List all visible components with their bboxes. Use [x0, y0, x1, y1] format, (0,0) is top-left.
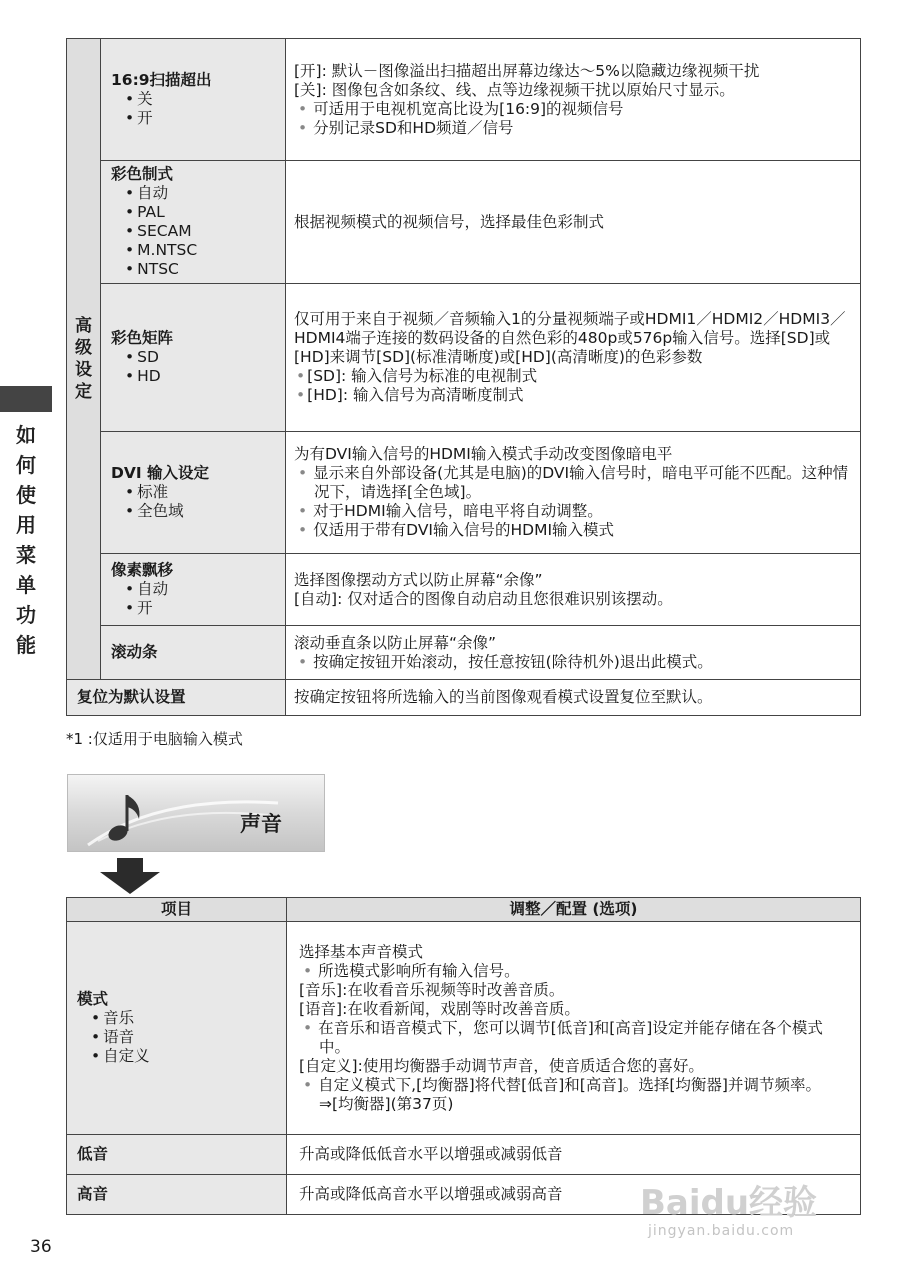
row-description: 升高或降低高音水平以增强或减弱高音 [287, 1175, 861, 1215]
sound-banner [67, 774, 325, 852]
row-name: DVI 输入设定 • 标准 • 全色域 [101, 432, 286, 554]
row-name: 彩色矩阵 • SD • HD [101, 284, 286, 432]
row-description: 为有DVI输入信号的HDMI输入模式手动改变图像暗电平 • 显示来自外部设备(尤其是电脑)的DVI输入信号时，暗电平可能不匹配。这种情况下，请选择[全色域]。 • 对于HDMI输入信号，暗电平将自动调整。 • 仅适用于带有DVI输入信号的HDMI输入模式 [286, 432, 861, 554]
sound-title: 声音 [240, 812, 282, 836]
page-number: 36 [30, 1237, 52, 1257]
reset-row-name: 复位为默认设置 [67, 680, 286, 716]
watermark: Baidu经验 jingyan.baidu.com [640, 1183, 818, 1239]
footnote: *1 :仅适用于电脑输入模式 [66, 730, 243, 748]
section-label: 如何使用菜单功能 [16, 423, 36, 657]
row-description: 选择图像摆动方式以防止屏幕“余像” [自动]: 仅对适合的图像自动启动且您很难识别该摆动。 [286, 554, 861, 626]
row-name: 16:9扫描超出 • 关 • 开 [101, 39, 286, 161]
row-description: [开]: 默认－图像溢出扫描超出屏幕边缘达～5%以隐藏边缘视频干扰 [关]: 图像包含如条纹、线、点等边缘视频干扰以原始尺寸显示。 • 可适用于电视机宽高比设为[16:9]的视频信号 • 分别记录SD和HD频道／信号 [286, 39, 861, 161]
advanced-settings-table [66, 38, 861, 716]
row-name: 模式 • 音乐 • 语音 • 自定义 [67, 922, 287, 1135]
arrow-down-icon [100, 858, 160, 894]
row-description: 升高或降低低音水平以增强或减弱低音 [287, 1135, 861, 1175]
music-note-icon [68, 775, 324, 851]
reset-row-description: 按确定按钮将所选输入的当前图像观看模式设置复位至默认。 [286, 680, 861, 716]
row-name: 彩色制式 • 自动 • PAL • SECAM • M.NTSC • NTSC [101, 161, 286, 284]
header-adjust: 调整／配置 (选项) [287, 898, 861, 922]
row-name: 滚动条 [101, 626, 286, 680]
row-description: 仅可用于来自于视频／音频输入1的分量视频端子或HDMI1／HDMI2／HDMI3／HDMI4端子连接的数码设备的自然色彩的480p或576p输入信号。选择[SD]或[HD]来调节[SD](标准清晰度)或[HD](高清晰度)的色彩参数 • [SD]: 输入信号为标准的电视制式 • [HD]: 输入信号为高清晰度制式 [286, 284, 861, 432]
header-item: 项目 [67, 898, 287, 922]
row-name: 像素飘移 • 自动 • 开 [101, 554, 286, 626]
advanced-group-label: 高级设定 [67, 39, 101, 680]
row-description: 根据视频模式的视频信号，选择最佳色彩制式 [286, 161, 861, 284]
section-tab [0, 386, 52, 412]
row-name: 低音 [67, 1135, 287, 1175]
row-description: 滚动垂直条以防止屏幕“余像” • 按确定按钮开始滚动，按任意按钮(除待机外)退出此模式。 [286, 626, 861, 680]
row-description: 选择基本声音模式 • 所选模式影响所有输入信号。 [音乐]:在收看音乐视频等时改善音质。 [语音]:在收看新闻，戏剧等时改善音质。 • 在音乐和语音模式下，您可以调节[低音]和[高音]设定并能存储在各个模式中。 [自定义]:使用均衡器手动调节声音，使音质适合您的喜好。 • 自定义模式下,[均衡器]将代替[低音]和[高音]。选择[均衡器]并调节频率。⇒[均衡器](第37页) [287, 922, 861, 1135]
row-name: 高音 [67, 1175, 287, 1215]
